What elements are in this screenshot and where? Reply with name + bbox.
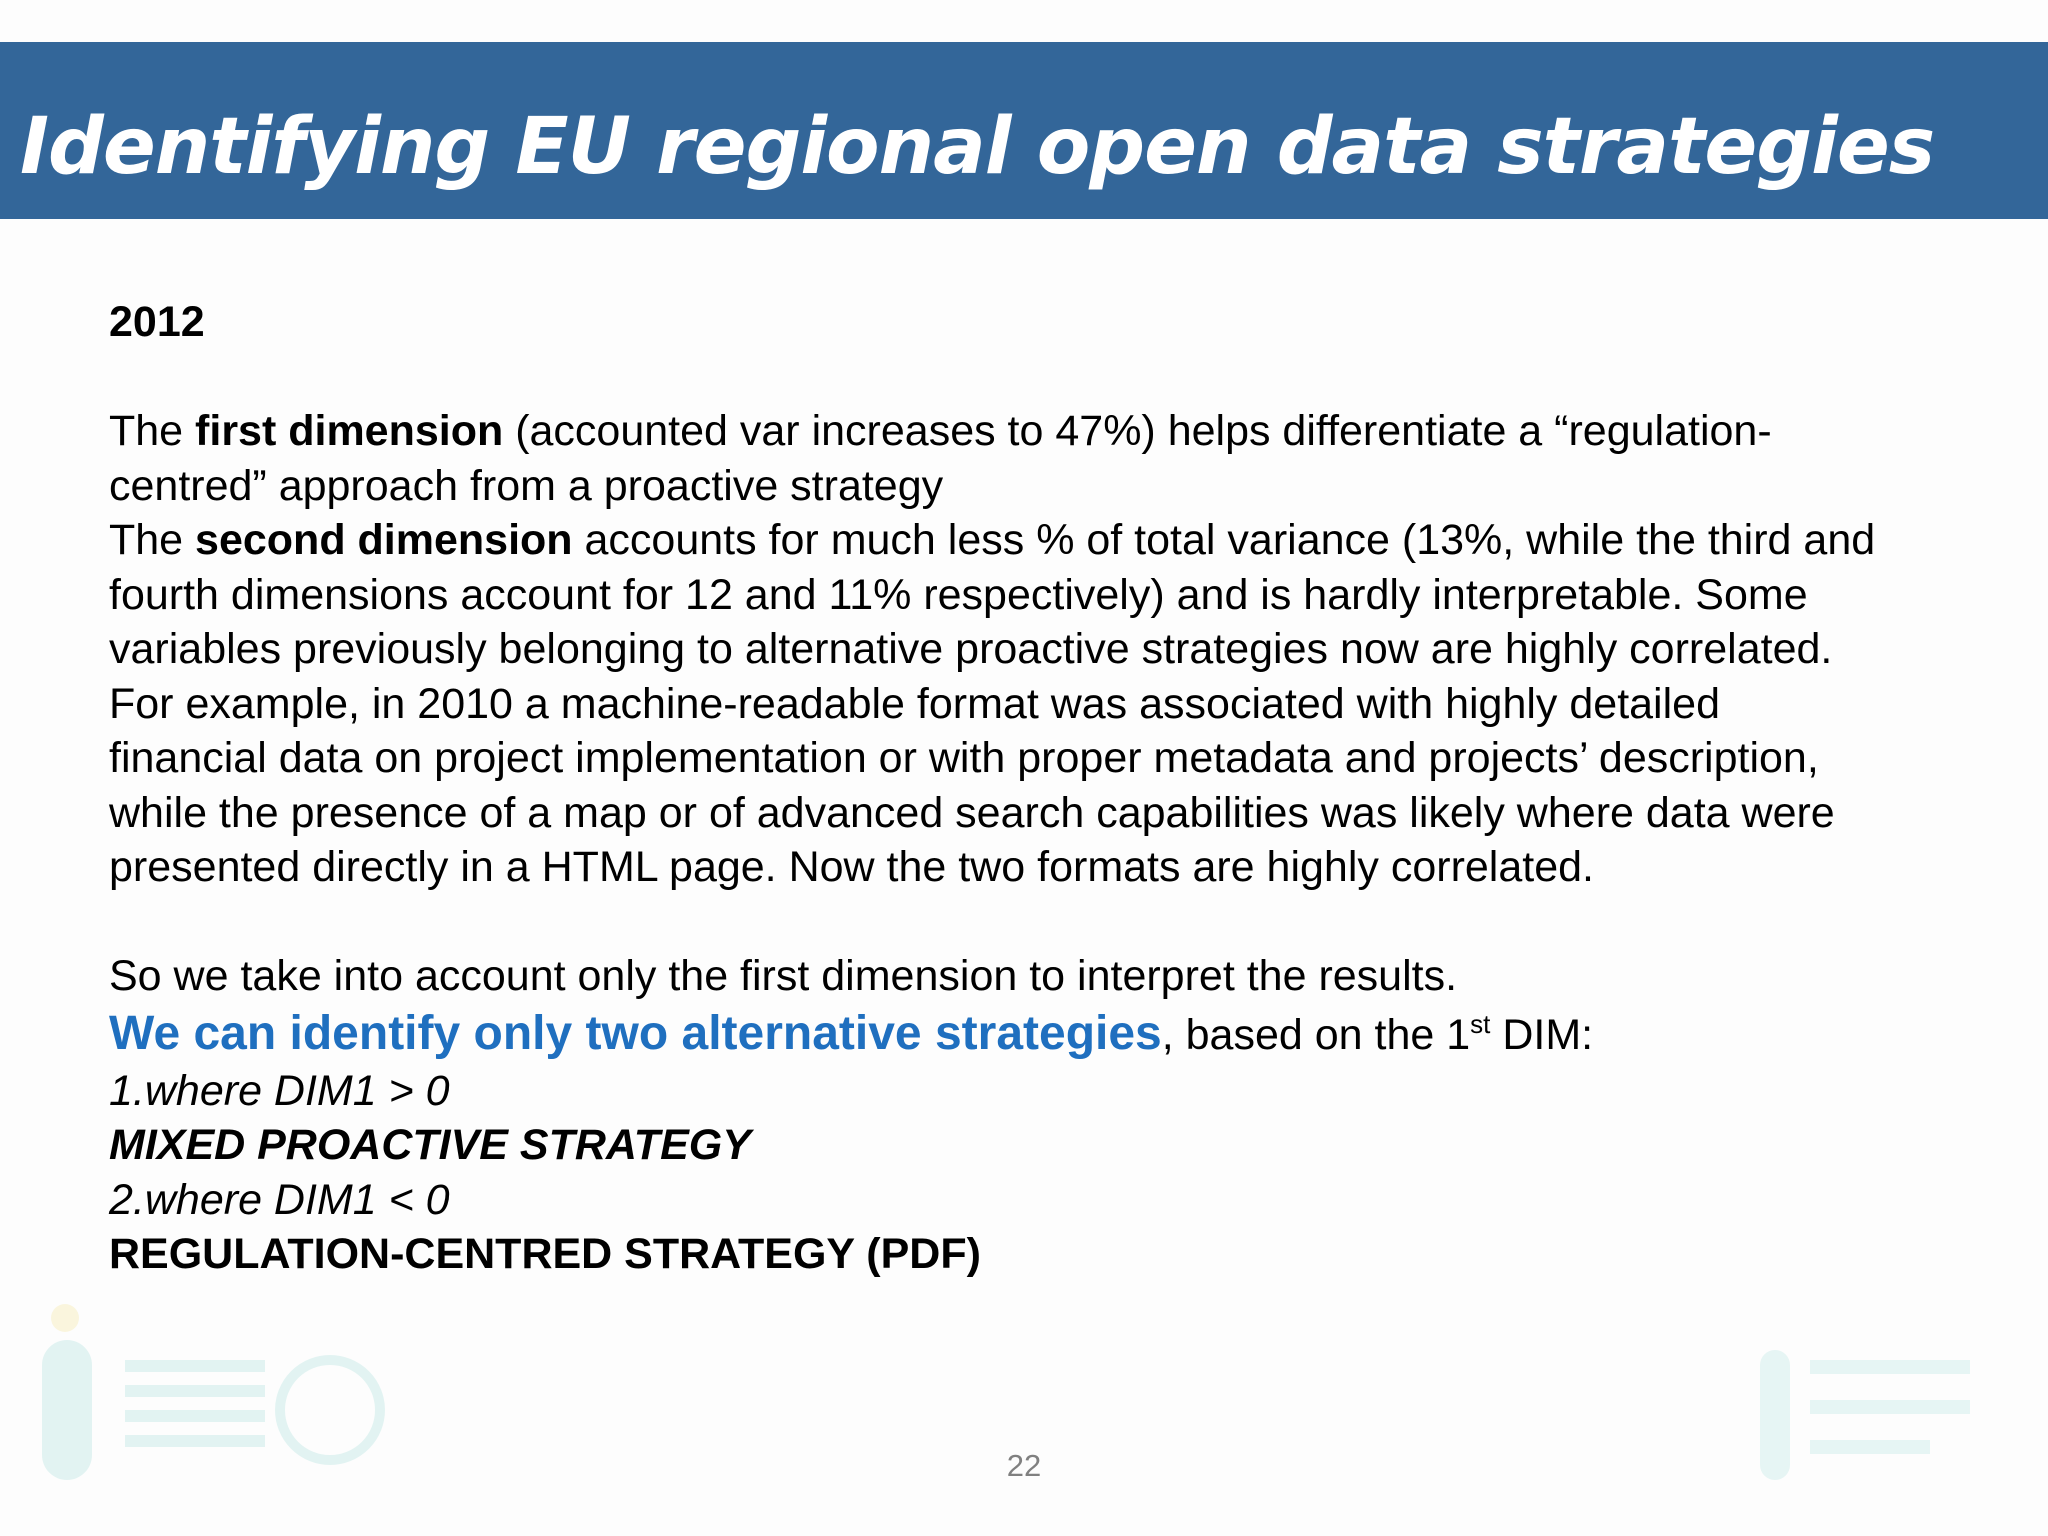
second-dimension-term: second dimension — [195, 516, 573, 564]
paragraph-2-line: For example, in 2010 a machine-readable format was associated with highly detailed — [109, 679, 1720, 728]
paragraph-2-line: financial data on project implementation or with proper metadata and projects’ description, — [109, 734, 1819, 782]
paragraph-1-line-2: centred” approach from a proactive strategy — [109, 461, 944, 510]
text-run: The — [109, 407, 196, 455]
year-heading: 2012 — [109, 298, 205, 346]
text-run: DIM: — [1490, 1010, 1594, 1059]
list-item-2-label: REGULATION-CENTRED STRATEGY (PDF) — [109, 1230, 981, 1278]
paragraph-3: So we take into account only the first dimension to interpret the results. — [109, 952, 1458, 1000]
text-run: accounts for much less % of total variance (13%, while the third and — [572, 516, 1876, 564]
slide-body — [109, 295, 2009, 1282]
slide-title: Identifying EU regional open data strategies — [20, 102, 1935, 192]
paragraph-2-line: fourth dimensions account for 12 and 11% respectively) and is hardly interpretable. Some — [109, 570, 1808, 619]
paragraph-2-line: presented directly in a HTML page. Now the two formats are highly correlated. — [109, 843, 1594, 891]
paragraph-1-line-1 — [109, 404, 2009, 459]
paragraph-2-line: while the presence of a map or of advanced search capabilities was likely where data were — [109, 788, 1835, 837]
first-dimension-term: first dimension — [195, 407, 504, 455]
text-run: , based on the 1 — [1161, 1010, 1471, 1059]
page-number: 22 — [1006, 1448, 1042, 1483]
highlight-text: We can identify only two alternative strategies — [109, 1006, 1162, 1060]
ordinal-suffix: st — [1470, 1008, 1491, 1039]
highlight-line — [109, 1004, 2009, 1064]
paragraph-2-line-1 — [109, 513, 2009, 568]
paragraph-2-line: variables previously belonging to alternative proactive strategies now are highly correlated. — [109, 625, 1833, 673]
list-item-2: 2.where DIM1 < 0 — [109, 1175, 450, 1224]
text-run: The — [109, 516, 196, 564]
text-run: (accounted var increases to 47%) helps differentiate a “regulation- — [503, 407, 1772, 455]
list-item-1: 1.where DIM1 > 0 — [109, 1066, 450, 1115]
list-item-1-label: MIXED PROACTIVE STRATEGY — [109, 1121, 751, 1169]
